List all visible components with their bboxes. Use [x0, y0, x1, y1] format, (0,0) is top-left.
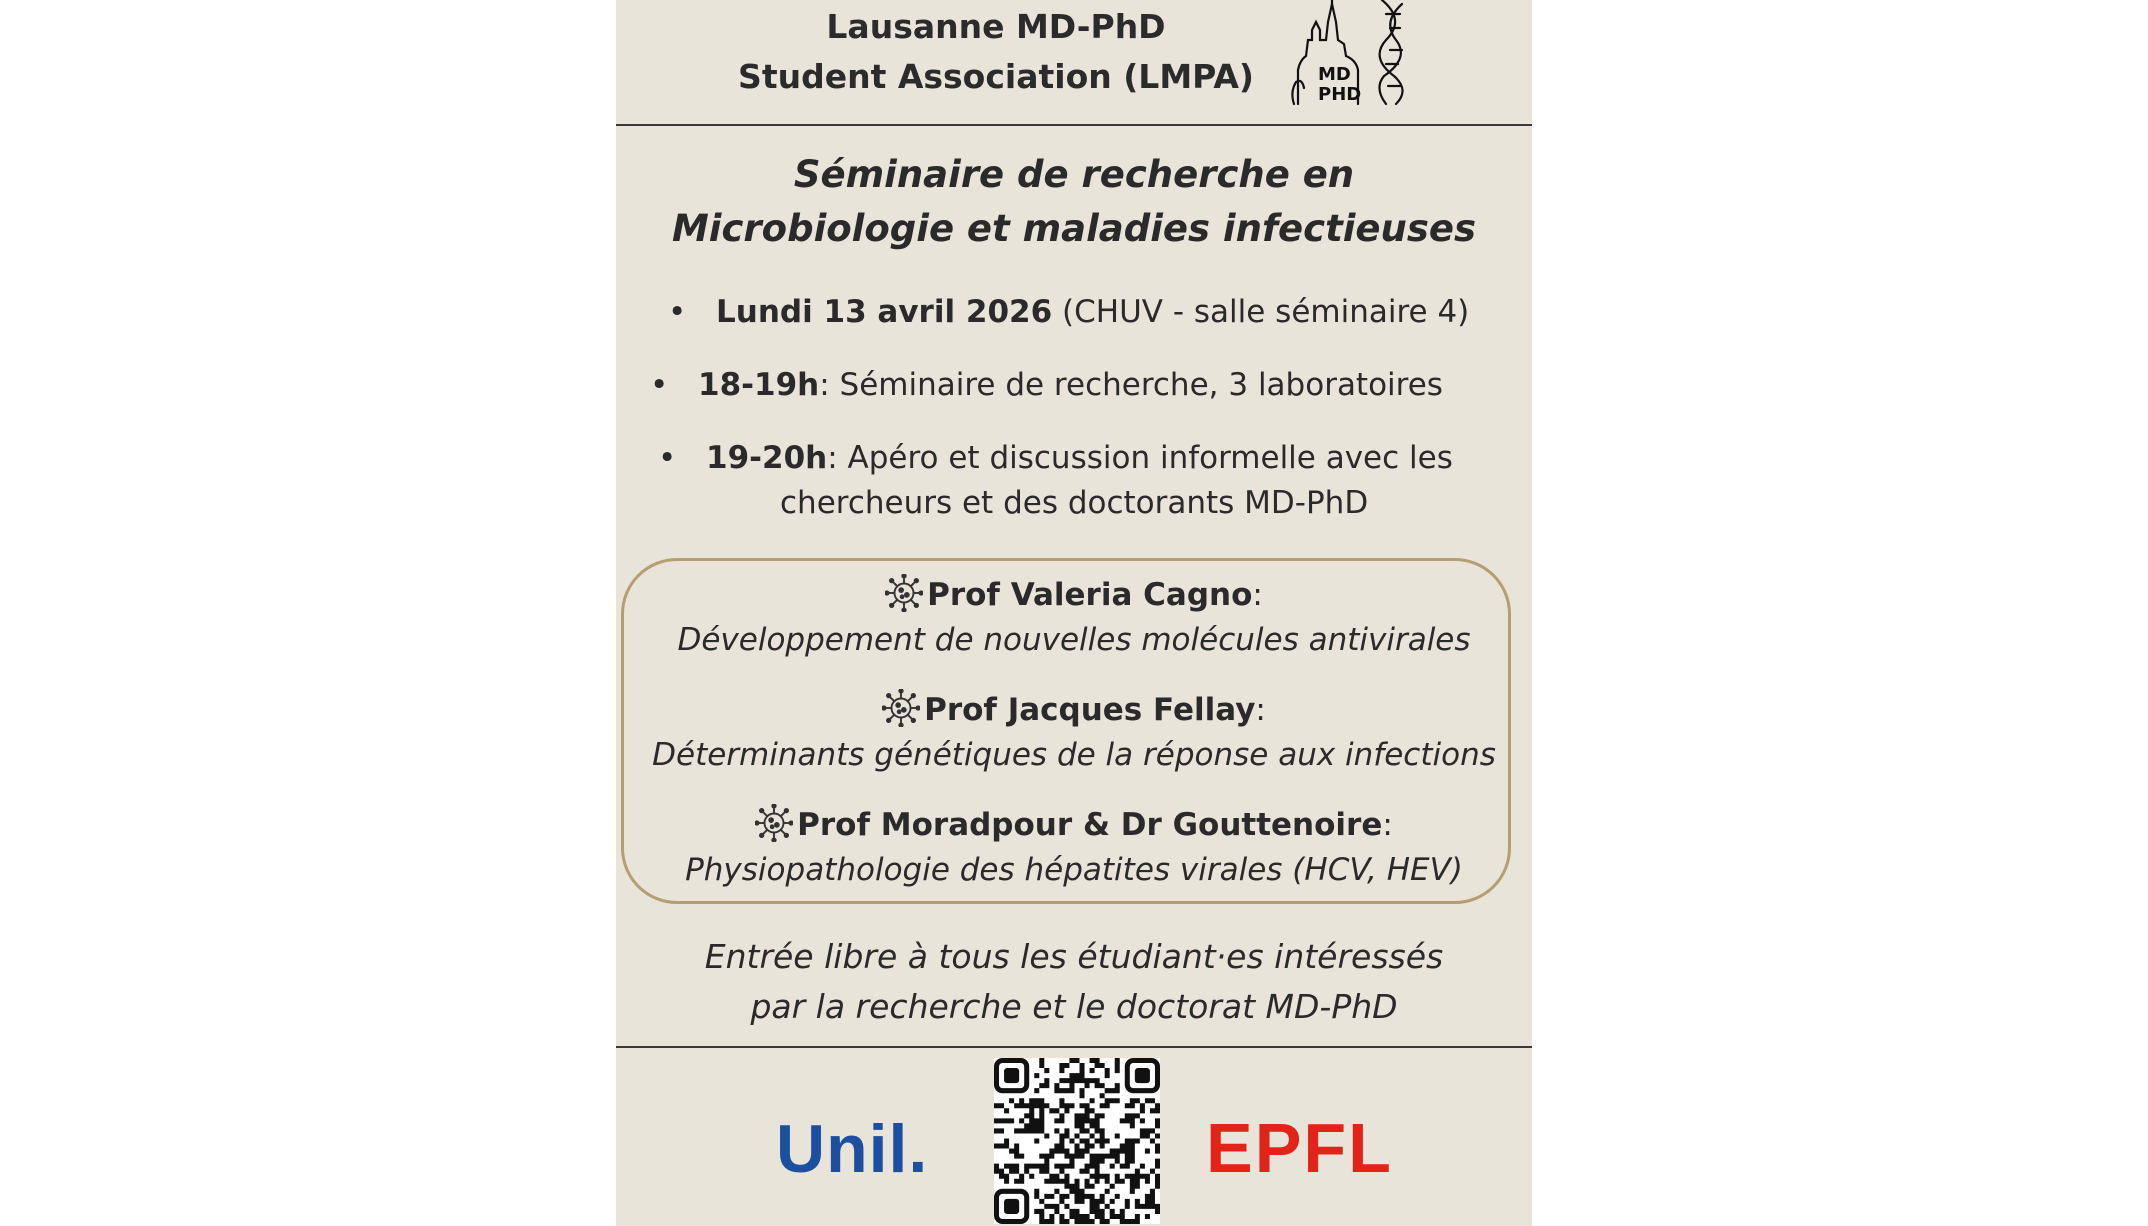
- unil-logo: Unil.: [776, 1111, 929, 1187]
- schedule-date-location: (CHUV - salle séminaire 4): [1052, 294, 1470, 330]
- header-divider: [616, 124, 1532, 126]
- schedule-item-date: [716, 290, 1469, 334]
- mdphd-logo: [1286, 0, 1426, 112]
- schedule-apero-desc: : Apéro et discussion informelle avec les: [827, 440, 1453, 476]
- speaker-1-topic: Développement de nouvelles molécules antivirales: [677, 622, 1471, 658]
- logo-phd-text: PHD: [1318, 84, 1362, 105]
- entry-note-line1: Entrée libre à tous les étudiant·es intéressés: [704, 937, 1444, 976]
- schedule-apero-continuation: chercheurs et des doctorants MD-PhD: [780, 485, 1369, 521]
- logo-md-text: MD: [1318, 64, 1351, 85]
- schedule-seminar-time: 18-19h: [698, 367, 820, 403]
- schedule-apero-time: 19-20h: [706, 440, 828, 476]
- schedule-item-apero: [706, 436, 1453, 480]
- seminar-title-line2: Microbiologie et maladies infectieuses: [671, 207, 1477, 250]
- speaker-2-name: Prof Jacques Fellay:: [616, 689, 1532, 731]
- footer-divider: [616, 1046, 1532, 1048]
- epfl-logo: EPFL: [1206, 1109, 1393, 1187]
- schedule-item-seminar: [698, 363, 1443, 407]
- association-name-line1: Lausanne MD-PhD: [826, 7, 1166, 46]
- flyer: [616, 0, 1532, 1226]
- seminar-title-line1: Séminaire de recherche en: [793, 153, 1355, 196]
- bullet-dot: •: [650, 367, 669, 403]
- virus-icon: [885, 574, 923, 612]
- speaker-2-topic: Déterminants génétiques de la réponse aux infections: [652, 737, 1496, 773]
- speaker-1-name: Prof Valeria Cagno:: [616, 574, 1532, 616]
- speaker-3-topic: Physiopathologie des hépatites virales (HCV, HEV): [685, 852, 1463, 888]
- association-name-line2: Student Association (LMPA): [738, 57, 1254, 96]
- qr-code[interactable]: [994, 1058, 1160, 1224]
- speaker-3-name: Prof Moradpour & Dr Gouttenoire:: [616, 804, 1532, 846]
- bullet-dot: •: [668, 294, 687, 330]
- schedule-seminar-desc: : Séminaire de recherche, 3 laboratoires: [819, 367, 1443, 403]
- virus-icon: [755, 804, 793, 842]
- schedule-date-bold: Lundi 13 avril 2026: [716, 294, 1053, 330]
- virus-icon: [882, 689, 920, 727]
- entry-note-line2: par la recherche et le doctorat MD-PhD: [750, 987, 1398, 1026]
- bullet-dot: •: [658, 440, 677, 476]
